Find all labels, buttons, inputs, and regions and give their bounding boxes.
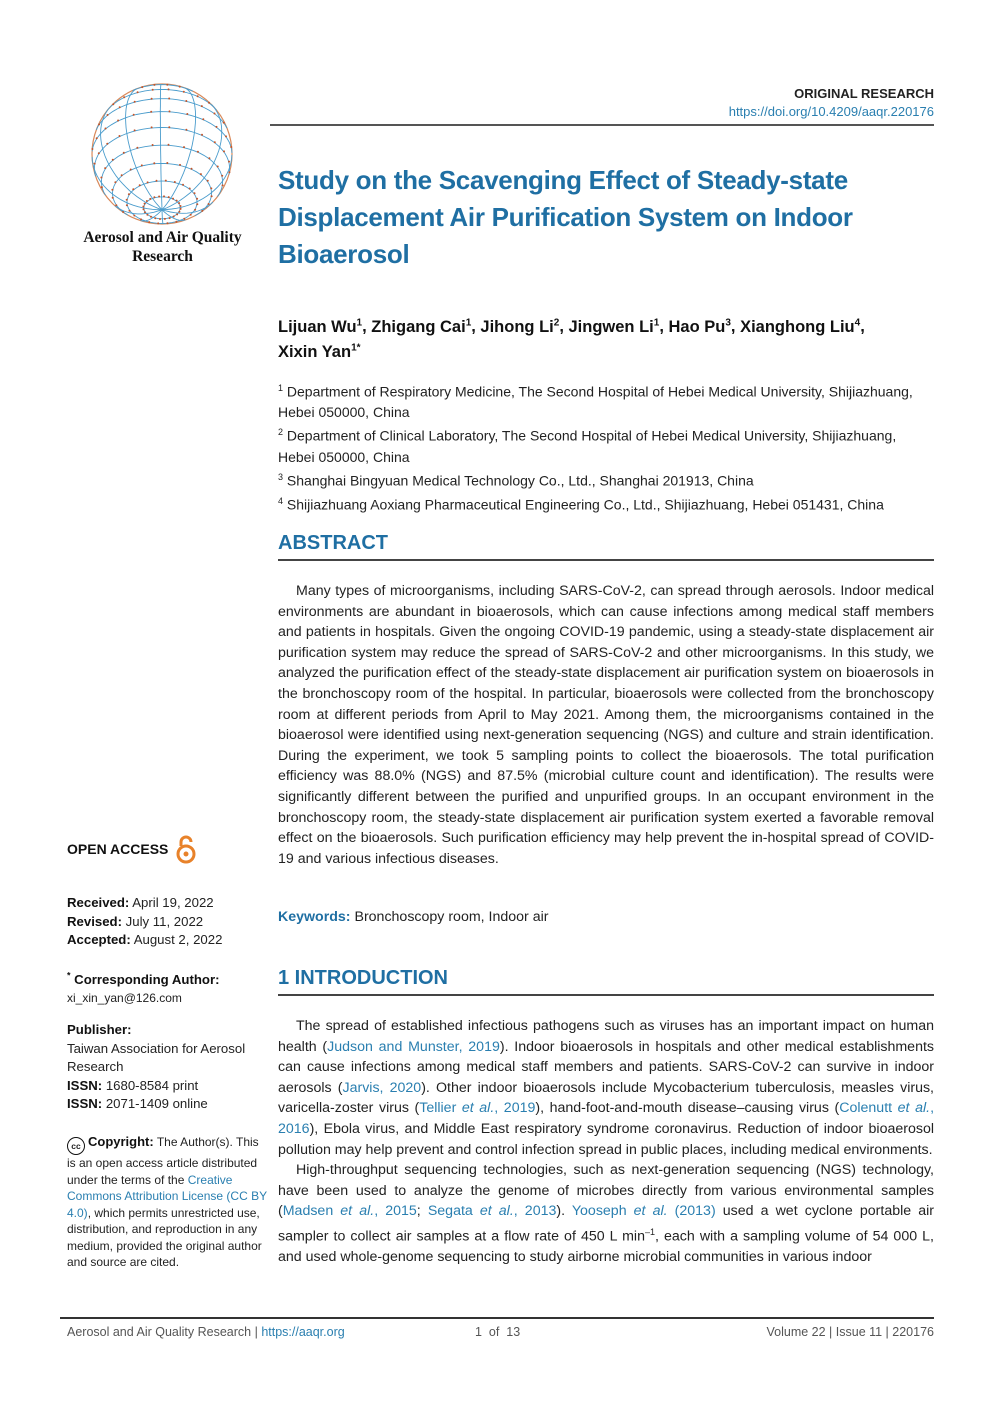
globe-dot: [167, 222, 169, 224]
creative-commons-icon: cc: [67, 1137, 85, 1155]
affiliation-text: Department of Respiratory Medicine, The Second Hospital of Hebei Medical University, Shijiazhuang, Hebei 050000, China: [278, 383, 913, 421]
introduction-divider: [278, 994, 934, 996]
globe-dot: [151, 126, 153, 128]
article-dates: [67, 894, 267, 950]
globe-dot: [96, 137, 98, 139]
globe-dot: [147, 181, 149, 183]
citation-year: , 2013: [513, 1203, 557, 1220]
journal-logo-globe: [88, 80, 236, 228]
abstract-body: [278, 581, 934, 869]
globe-dot: [175, 221, 177, 223]
globe-dot: [228, 161, 230, 163]
open-access-badge: [67, 834, 196, 864]
publisher-label: Publisher:: [67, 1022, 132, 1037]
author-name: Lijuan Wu$^1$: [278, 317, 363, 336]
globe-dot: [180, 208, 182, 210]
globe-dot: [101, 186, 103, 188]
journal-name: Aerosol and Air Quality Research: [83, 229, 242, 265]
globe-dot: [140, 218, 142, 220]
issn-online: [67, 1095, 267, 1114]
abstract-heading: ABSTRACT: [278, 532, 388, 554]
globe-dot: [207, 180, 209, 182]
globe-dot: [153, 196, 155, 198]
globe-dot: [104, 167, 106, 169]
affiliation-text: Shanghai Bingyuan Medical Technology Co., Ltd., Shanghai 201913, China: [283, 472, 754, 489]
globe-dot: [214, 141, 216, 143]
globe-dot: [142, 206, 144, 208]
globe-dot: [185, 129, 187, 131]
citation-link[interactable]: [428, 1203, 557, 1219]
globe-dot: [137, 91, 139, 93]
text: ). Indoor bioaerosols in hospitals and other medical establishments can cause infections among medical staff members and patients. SARS-CoV-2 can survive in indoor aerosols (: [278, 1038, 935, 1096]
author-list: Lijuan Wu$^1$, Zhigang Cai$^1$, Jihong Li$^2$, Jingwen Li$^1$, Hao Pu$^3$, Xianghong Liu$^4$, Xixin Yan$^{1*}$: [278, 317, 865, 361]
globe-dot: [115, 204, 117, 206]
globe-dot: [223, 122, 225, 124]
globe-dot: [178, 211, 180, 213]
accepted-label: Accepted:: [67, 932, 131, 948]
globe-dot: [197, 95, 199, 97]
globe-dot: [100, 177, 102, 179]
globe-dot: [159, 218, 161, 220]
globe-dot: [144, 211, 146, 213]
globe-dot: [158, 196, 160, 198]
revised-label: Revised:: [67, 913, 122, 929]
globe-dot: [202, 118, 204, 120]
affiliation-item: [278, 422, 918, 466]
globe-dot: [191, 168, 193, 170]
globe-dot: [150, 216, 152, 218]
author-affiliation-marker: 3: [725, 317, 731, 328]
globe-dot: [201, 210, 203, 212]
author-affiliation-marker: 1: [653, 317, 660, 328]
globe-dot: [168, 88, 170, 90]
globe-dot: [168, 196, 170, 198]
affiliation-text: Shijiazhuang Aoxiang Pharmaceutical Engineering Co., Ltd., Shijiazhuang, Hebei 051431, China: [283, 496, 884, 513]
globe-dot: [176, 213, 178, 215]
affiliation-item: [278, 378, 918, 422]
asterisk: *: [67, 971, 71, 981]
author-name: Xianghong Liu$^4$: [740, 317, 861, 336]
globe-dot: [151, 98, 153, 100]
globe-dot: [123, 96, 125, 98]
globe-dot: [148, 221, 150, 223]
text: ). Other indoor bioaerosols include Mycobacterium tuberculosis, measles virus, varicella-zoster virus (: [278, 1079, 935, 1117]
globe-dot: [133, 215, 135, 217]
globe-dot: [230, 146, 232, 148]
citation-author: Yooseph: [571, 1203, 634, 1220]
citation-link[interactable]: Jarvis, 2020: [342, 1079, 422, 1096]
globe-dot: [190, 214, 192, 216]
globe-dot: [136, 147, 138, 149]
globe-dot: [200, 173, 202, 175]
globe-dot: [133, 114, 135, 116]
affiliation-number: 1: [278, 383, 284, 393]
affiliation-number: 3: [278, 471, 284, 482]
globe-dot: [173, 216, 175, 218]
volume-issue: Volume 22 | Issue 11 | 220176: [766, 1325, 934, 1339]
globe-dot: [149, 198, 151, 200]
globe-dot: [211, 195, 213, 197]
globe-dot: [106, 143, 108, 145]
globe-dot: [129, 210, 131, 212]
globe-dot: [182, 184, 184, 186]
globe-dot: [126, 199, 128, 201]
keywords-label: Keywords:: [278, 909, 351, 925]
author-name: Zhigang Cai$^1$: [371, 317, 472, 336]
globe-dot: [166, 84, 168, 86]
text: ), hand-foot-and-mouth disease–causing virus (: [535, 1100, 840, 1117]
globe-dot: [156, 180, 158, 182]
author-affiliation-marker: 1: [465, 317, 472, 328]
globe-dot: [208, 102, 210, 104]
footer-journal: [67, 1325, 345, 1339]
footer-divider: [60, 1317, 934, 1319]
globe-dot: [98, 152, 100, 154]
globe-dot: [201, 134, 203, 136]
footer-url-link[interactable]: https://aaqr.org: [261, 1325, 345, 1339]
globe-dot: [134, 129, 136, 131]
publisher-info: [67, 1021, 267, 1114]
citation-year: , 2016: [278, 1100, 935, 1137]
globe-dot: [168, 144, 170, 146]
accepted-value: August 2, 2022: [130, 932, 223, 948]
keywords: [278, 909, 548, 925]
affiliation-item: [278, 491, 918, 515]
globe-dot: [132, 188, 134, 190]
globe-dot: [107, 114, 109, 116]
author-name: Xixin Yan$^{1*}$: [278, 342, 361, 361]
globe-dot: [121, 174, 123, 176]
globe-dot: [183, 91, 185, 93]
globe-dot: [176, 200, 178, 202]
introduction-body: [278, 1016, 934, 1268]
issn-label: ISSN:: [67, 1096, 103, 1112]
corresponding-label-text: Corresponding Author:: [70, 972, 220, 988]
globe-dot: [112, 197, 114, 199]
globe-dot: [146, 214, 148, 216]
globe-dot: [152, 144, 154, 146]
author-name: Jingwen Li$^1$: [568, 317, 660, 336]
globe-dot: [143, 208, 145, 210]
text: High-throughput sequencing technologies, such as next-generation sequencing (NGS) technology, have been used to analyze the genome of microbes directly from various environmental samples (: [278, 1162, 934, 1220]
citation-etal: et al.: [897, 1100, 931, 1117]
globe-dot: [178, 202, 180, 204]
corresponding-author-label: [67, 967, 267, 990]
globe-dot: [157, 222, 159, 224]
globe-dot: [217, 166, 219, 168]
affiliation-text: Department of Clinical Laboratory, The Second Hospital of Hebei Medical University, Shijiazhuang, Hebei 050000, China: [278, 428, 897, 465]
globe-dot: [152, 89, 154, 91]
globe-dot: [208, 203, 210, 205]
globe-dot: [189, 188, 191, 190]
page-number: 1 of 13: [475, 1325, 521, 1339]
globe-dot: [166, 162, 168, 164]
globe-dot: [139, 184, 141, 186]
globe-dot: [123, 152, 125, 154]
citation-link[interactable]: [283, 1203, 417, 1219]
globe-dot: [144, 203, 146, 205]
globe-dot: [153, 162, 155, 164]
globe-dot: [146, 200, 148, 202]
citation-etal: et al.: [340, 1203, 375, 1220]
revised-value: July 11, 2022: [121, 913, 204, 929]
copyright-label: Copyright:: [88, 1134, 154, 1149]
globe-dot: [201, 105, 203, 107]
citation-etal: et al.: [479, 1203, 514, 1220]
globe-dot: [150, 111, 152, 113]
author-name: Hao Pu$^3$: [668, 317, 731, 336]
globe-dot: [185, 100, 187, 102]
corresponding-email[interactable]: xi_xin_yan@126.com: [67, 990, 182, 1005]
doi-link[interactable]: https://doi.org/10.4209/aaqr.220176: [728, 104, 934, 119]
text: used a wet cyclone portable air sampler to collect air samples at a flow rate of 450 L min: [278, 1203, 935, 1245]
globe-dot: [179, 86, 181, 88]
globe-dot: [122, 211, 124, 213]
text: ), Ebola virus, and Middle East respiratory syndrome coronavirus. Reduction of indoor bioaerosol pollution may help prevent and control infection spread in public places, including medical environments.: [278, 1120, 934, 1158]
globe-dot: [186, 113, 188, 115]
introduction-heading: 1 INTRODUCTION: [278, 967, 448, 989]
globe-dot: [112, 103, 114, 105]
author-affiliation-marker: 4: [854, 317, 861, 328]
globe-dot: [179, 164, 181, 166]
globe-dot: [94, 163, 96, 165]
globe-dot: [130, 169, 132, 171]
globe-dot: [228, 171, 230, 173]
globe-dot: [210, 187, 212, 189]
abstract-text: Many types of microorganisms, including SARS-CoV-2, can spread through aerosols. Indoor medical environments are abundant in bioaerosols, which can cause infections among medical staff members and patients in hospitals. Given the ongoing COVID-19 pandemic, using a steady-state displacement air purification system may reduce the spread of SARS-CoV-2 and other microorganisms. In this study, we analyzed the purification effect of the steady-state displacement air purification system on bioaerosols in the bronchoscopy room of the hospital. In particular, bioaerosols were collected from the bronchoscopy room at different periods from April to May 2021. Among them, the microorganisms contained in the bioaerosol were identified using next-generation sequencing (NGS) and culture and strain identification. During the experiment, we took 5 sampling points to collect the bioaerosols. The total purification efficiency was 88.0% (NGS) and 87.5% (microbial culture count and identification). The results were significantly different between the purified and unpurified groups. In an occupant environment in the bronchoscopy room, the steady-state displacement air purification system exerted a favorable removal effect on the bioaerosols. Such purification efficiency may help prevent the in-hospital spread of COVID-19 and various infectious diseases.: [278, 583, 934, 867]
citation-author: Colenutt: [839, 1100, 898, 1117]
issn-label: ISSN:: [67, 1077, 103, 1093]
keywords-value: Bronchoscopy room, Indoor air: [354, 909, 549, 925]
globe-dot: [196, 198, 198, 200]
citation-author: Madsen: [282, 1203, 341, 1220]
citation-link[interactable]: [572, 1203, 716, 1219]
globe-dot: [114, 181, 116, 183]
received-date: [67, 894, 267, 913]
globe-dot: [128, 193, 130, 195]
abstract-divider: [278, 559, 934, 561]
citation-year: , 2015: [374, 1203, 417, 1220]
text: ;: [416, 1203, 428, 1220]
copyright-text: , which permits unrestricted use, distribution, and reproduction in any medium, provided the original author and source are cited.: [67, 1205, 262, 1270]
globe-dot: [183, 218, 185, 220]
article-type-label: ORIGINAL RESEARCH: [794, 86, 934, 101]
citation-link[interactable]: [419, 1100, 535, 1116]
globe-dot: [119, 135, 121, 137]
intro-paragraph-1: [278, 1016, 934, 1160]
received-label: Received:: [67, 895, 130, 910]
author-affiliation-marker: 1*: [351, 342, 361, 354]
globe-dot: [169, 217, 171, 219]
footer-journal-name: Aerosol and Air Quality Research |: [67, 1325, 262, 1339]
issn-print-value: 1680-8584 print: [102, 1077, 199, 1093]
affiliation-number: 2: [278, 427, 284, 438]
citation-author: Tellier: [419, 1100, 462, 1117]
globe-dot: [221, 175, 223, 177]
globe-dot: [194, 192, 196, 194]
license-link[interactable]: Creative Commons Attribution License (CC BY 4.0): [67, 1172, 267, 1220]
text: , each with a sampling volume of 54 000 L, and used whole-genome sequencing to study airborne microbial communities in various indoor: [278, 1228, 934, 1266]
open-access-label: OPEN ACCESS: [67, 841, 169, 857]
globe-dot: [134, 101, 136, 103]
globe-dot: [91, 148, 93, 150]
globe-dot: [153, 84, 155, 86]
author-affiliation-marker: 1: [356, 317, 363, 328]
header-divider: [270, 124, 934, 126]
text: ).: [556, 1203, 572, 1220]
globe-dot: [169, 110, 171, 112]
intro-paragraph-2: [278, 1160, 934, 1268]
author-name: Jihong Li$^2$: [480, 317, 560, 336]
globe-dot: [98, 123, 100, 125]
citation-link[interactable]: Judson and Munster, 2019: [327, 1038, 500, 1055]
globe-dot: [196, 203, 198, 205]
globe-dot: [194, 209, 196, 211]
revised-date: [67, 913, 267, 932]
corresponding-author: [67, 967, 267, 1006]
globe-dot: [117, 120, 119, 122]
accepted-date: [67, 931, 267, 950]
citation-year: , 2019: [494, 1100, 536, 1117]
publisher-name: Taiwan Association for Aerosol Research: [67, 1040, 246, 1075]
globe-dot: [223, 150, 225, 152]
globe-dot: [197, 151, 199, 153]
issn-online-value: 2071-1409 online: [102, 1096, 208, 1112]
globe-dot: [163, 195, 165, 197]
globe-dot: [154, 217, 156, 219]
globe-dot: [168, 126, 170, 128]
globe-dot: [172, 198, 174, 200]
globe-dot: [216, 126, 218, 128]
copyright-block: [67, 1134, 267, 1271]
citation-year: (2013): [667, 1203, 716, 1220]
received-value: April 19, 2022: [129, 895, 214, 910]
text: The spread of established infectious pathogens such as viruses has an important impact on human health (: [278, 1018, 934, 1055]
affiliation-item: [278, 467, 918, 491]
affiliation-number: 4: [278, 496, 284, 506]
article-title: Study on the Scavenging Effect of Steady-state Displacement Air Purification System on Indoor Bioaerosol: [278, 165, 853, 269]
globe-dot: [208, 157, 210, 159]
globe-dot: [183, 146, 185, 148]
globe-dot: [164, 218, 166, 220]
globe-dot: [119, 106, 121, 108]
citation-etal: et al.: [461, 1100, 495, 1117]
globe-dot: [126, 204, 128, 206]
globe-dot: [174, 181, 176, 183]
globe-dot: [105, 128, 107, 130]
globe-dot: [112, 159, 114, 161]
globe-dot: [214, 113, 216, 115]
globe-dot: [222, 184, 224, 186]
issn-print: [67, 1077, 267, 1096]
globe-dot: [141, 86, 143, 88]
citation-author: Segata: [427, 1203, 480, 1220]
globe-dot: [165, 180, 167, 182]
citation-etal: et al.: [633, 1203, 668, 1220]
author-affiliation-marker: 2: [553, 317, 560, 328]
superscript: –1: [644, 1226, 655, 1237]
globe-dot: [180, 205, 182, 207]
globe-dot: [168, 98, 170, 100]
affiliation-list: [278, 378, 918, 515]
copyright-text: The Author(s). This is an open access article distributed under the terms of the: [67, 1135, 259, 1187]
globe-dot: [111, 189, 113, 191]
globe-dot: [141, 164, 143, 166]
globe-dot: [225, 135, 227, 137]
open-lock-icon: [176, 834, 196, 864]
